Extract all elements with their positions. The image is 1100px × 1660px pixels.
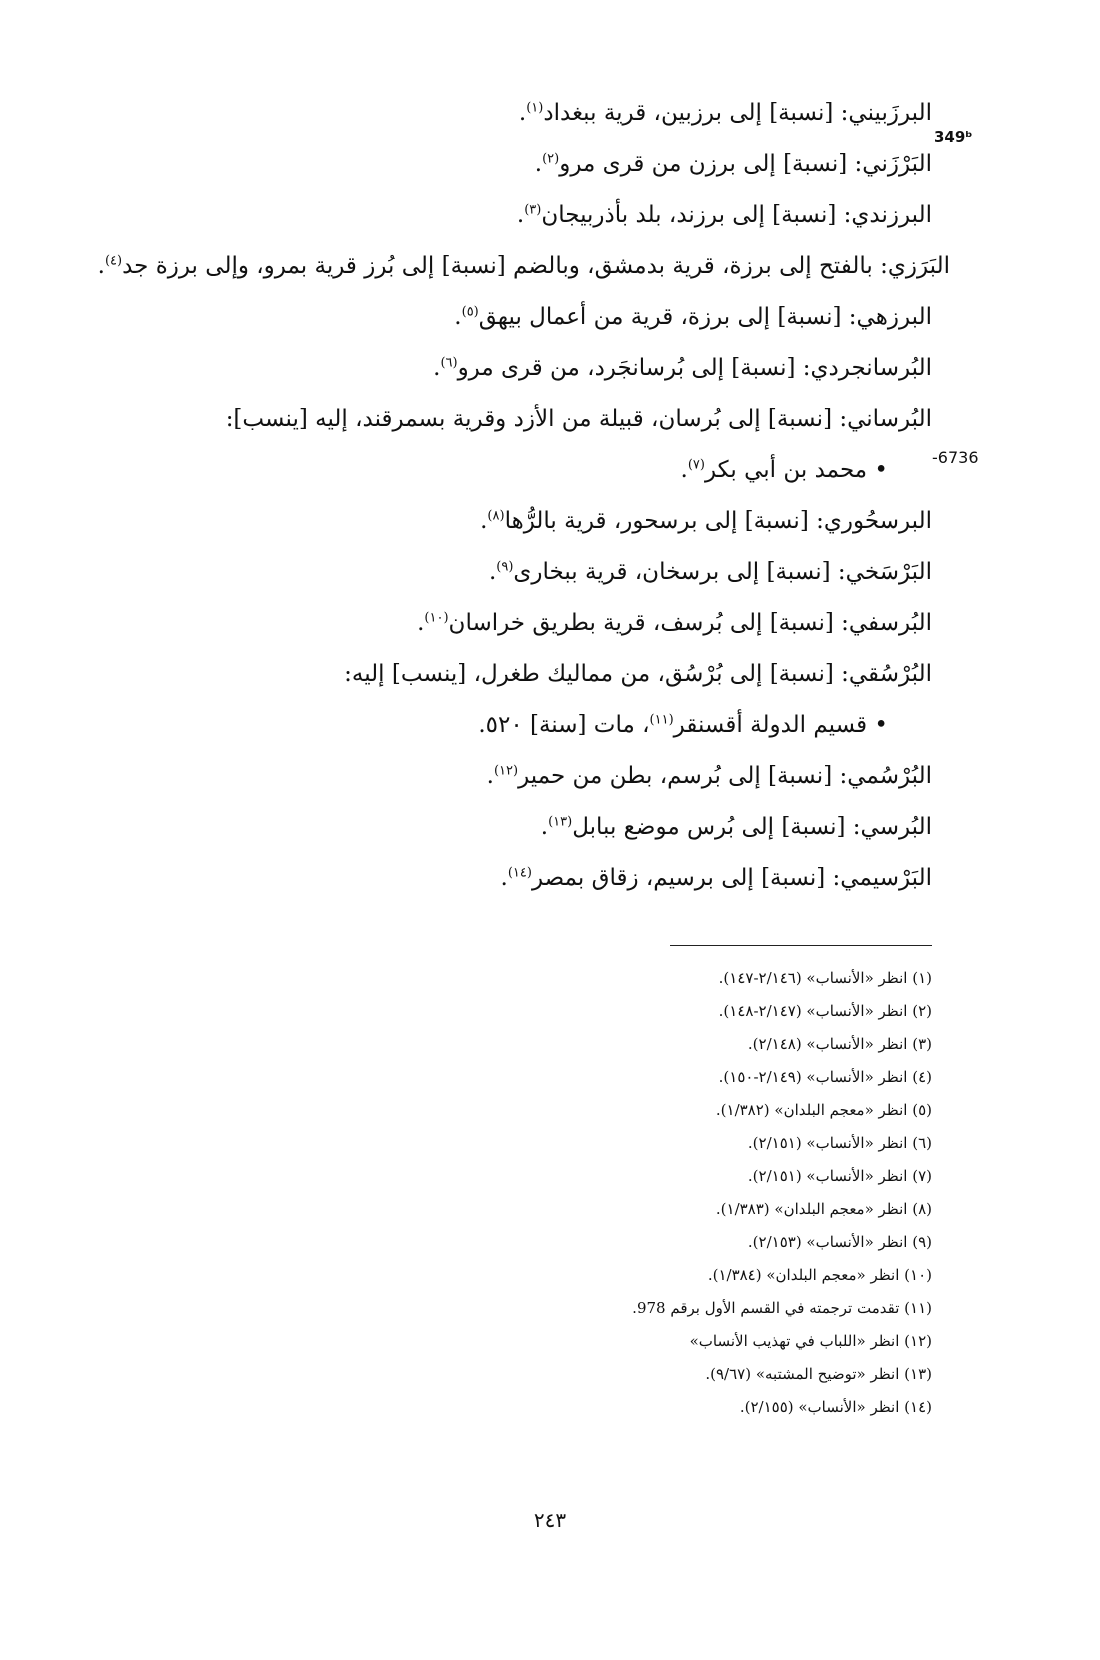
entry-end: . xyxy=(500,865,508,891)
footnote-1: (١) انظر «الأنساب» (٢/١٤٦-١٤٧). xyxy=(718,969,932,987)
footnote-ref: (١٠) xyxy=(424,610,449,626)
entry-text: البرزندي: [نسبة] إلى برزند، بلد بأذربيجان xyxy=(541,202,932,228)
entry-13 xyxy=(92,802,932,853)
entry-11 xyxy=(92,649,932,700)
footnote-ref: (٤) xyxy=(104,253,123,269)
entry-text: البَرْزَني: [نسبة] إلى برزن من قرى مرو xyxy=(559,151,932,177)
footnote-divider xyxy=(670,945,932,946)
entry-end: . xyxy=(516,202,525,228)
folio-marker: 349ᵇ xyxy=(934,128,973,146)
footnote-2: (٢) انظر «الأنساب» (٢/١٤٧-١٤٨). xyxy=(718,1002,932,1020)
entry-7 xyxy=(92,394,932,445)
entry-end: . xyxy=(534,151,543,177)
footnote-7: (٧) انظر «الأنساب» (٢/١٥١). xyxy=(747,1167,932,1185)
entry-number-marker: -6736 xyxy=(932,448,979,467)
footnote-ref: (٧) xyxy=(687,457,705,473)
entry-12 xyxy=(92,751,932,802)
entry-text: البرزهي: [نسبة] إلى برزة، قرية من أعمال بيهق xyxy=(478,304,932,330)
footnote-ref: (١١) xyxy=(649,712,674,728)
entry-text: البُرسي: [نسبة] إلى بُرس موضع ببابل xyxy=(572,814,932,840)
entry-end: . xyxy=(417,610,425,636)
entry-end: . xyxy=(540,814,549,840)
entry-end: . xyxy=(97,253,105,279)
footnote-ref: (١٣) xyxy=(548,814,573,830)
entry-6 xyxy=(92,343,932,394)
footnote-ref: (٥) xyxy=(461,304,479,320)
footnote-ref: (١٢) xyxy=(493,763,519,779)
entry-end: . xyxy=(680,457,688,483)
entry-3 xyxy=(92,190,932,241)
entry-1 xyxy=(92,88,932,139)
footnote-ref: (١) xyxy=(526,100,544,116)
footnote-12: (١٢) انظر «اللباب في تهذيب الأنساب» xyxy=(689,1332,932,1350)
footnote-9: (٩) انظر «الأنساب» (٢/١٥٣). xyxy=(747,1233,932,1251)
entry-9 xyxy=(92,547,932,598)
entry-text: البَرْسَخي: [نسبة] إلى برسخان، قرية ببخارى xyxy=(513,559,932,585)
footnotes xyxy=(232,962,932,1424)
entry-2 xyxy=(92,139,932,190)
entry-end: . xyxy=(518,100,527,126)
entry-text: البرسحُوري: [نسبة] إلى برسحور، قرية بالرُّها xyxy=(504,508,932,534)
footnote-3: (٣) انظر «الأنساب» (٢/١٤٨). xyxy=(747,1035,932,1053)
entry-end: . xyxy=(488,559,497,585)
entry-5 xyxy=(92,292,932,343)
page-number: ٢٤٣ xyxy=(533,1508,567,1532)
entry-text: البرزَبيني: [نسبة] إلى برزبين، قرية ببغداد xyxy=(543,100,932,126)
entry-end: . xyxy=(486,763,494,789)
entry-7-person xyxy=(92,445,932,496)
entry-text: البُرساني: [نسبة] إلى بُرسان، قبيلة من الأزد وقرية بسمرقند، إليه [ينسب]: xyxy=(225,406,932,432)
footnote-6: (٦) انظر «الأنساب» (٢/١٥١). xyxy=(747,1134,932,1152)
entry-4 xyxy=(92,241,950,292)
entry-text: • قسيم الدولة أقسنقر xyxy=(673,712,888,738)
entry-end: . xyxy=(454,304,462,330)
entry-end: ، مات [سنة] ٥٢٠. xyxy=(478,712,650,738)
footnote-10: (١٠) انظر «معجم البلدان» (١/٣٨٤). xyxy=(707,1266,932,1284)
entry-end: . xyxy=(480,508,488,534)
entry-end: . xyxy=(433,355,441,381)
footnote-ref: (٣) xyxy=(524,202,542,218)
entry-14 xyxy=(92,853,932,904)
nisba-entries xyxy=(92,88,950,904)
footnote-8: (٨) انظر «معجم البلدان» (١/٣٨٣). xyxy=(715,1200,932,1218)
footnote-13: (١٣) انظر «توضيح المشتبه» (٩/٦٧). xyxy=(705,1365,932,1383)
entry-text: البُرسانجردي: [نسبة] إلى بُرسانجَرد، من قرى مرو xyxy=(457,355,932,381)
entry-text: البُرْسُقي: [نسبة] إلى بُرْسُق، من مماليك طغرل، [ينسب] إليه: xyxy=(344,661,932,687)
entry-text: البَرَزي: بالفتح إلى برزة، قرية بدمشق، وبالضم [نسبة] إلى بُرز قرية بمرو، وإلى برزة جد xyxy=(122,253,950,279)
footnote-ref: (٢) xyxy=(542,151,560,167)
entry-text: البَرْسيمي: [نسبة] إلى برسيم، زقاق بمصر xyxy=(531,865,932,891)
entry-8 xyxy=(92,496,932,547)
footnote-ref: (٨) xyxy=(487,508,505,524)
footnote-11: (١١) تقدمت ترجمته في القسم الأول برقم 978. xyxy=(632,1299,932,1317)
entry-text: البُرسفي: [نسبة] إلى بُرسف، قرية بطريق خراسان xyxy=(448,610,932,636)
footnote-4: (٤) انظر «الأنساب» (٢/١٤٩-١٥٠). xyxy=(718,1068,932,1086)
footnote-ref: (٦) xyxy=(440,355,458,371)
entry-10 xyxy=(92,598,932,649)
footnote-ref: (١٤) xyxy=(507,865,532,881)
entry-text: البُرْسُمي: [نسبة] إلى بُرسم، بطن من حمير xyxy=(518,763,932,789)
footnote-5: (٥) انظر «معجم البلدان» (١/٣٨٢). xyxy=(715,1101,932,1119)
entry-11-person xyxy=(92,700,932,751)
footnote-14: (١٤) انظر «الأنساب» (٢/١٥٥). xyxy=(739,1398,932,1416)
entry-text: • محمد بن أبي بكر xyxy=(704,457,888,483)
footnote-ref: (٩) xyxy=(496,559,514,575)
